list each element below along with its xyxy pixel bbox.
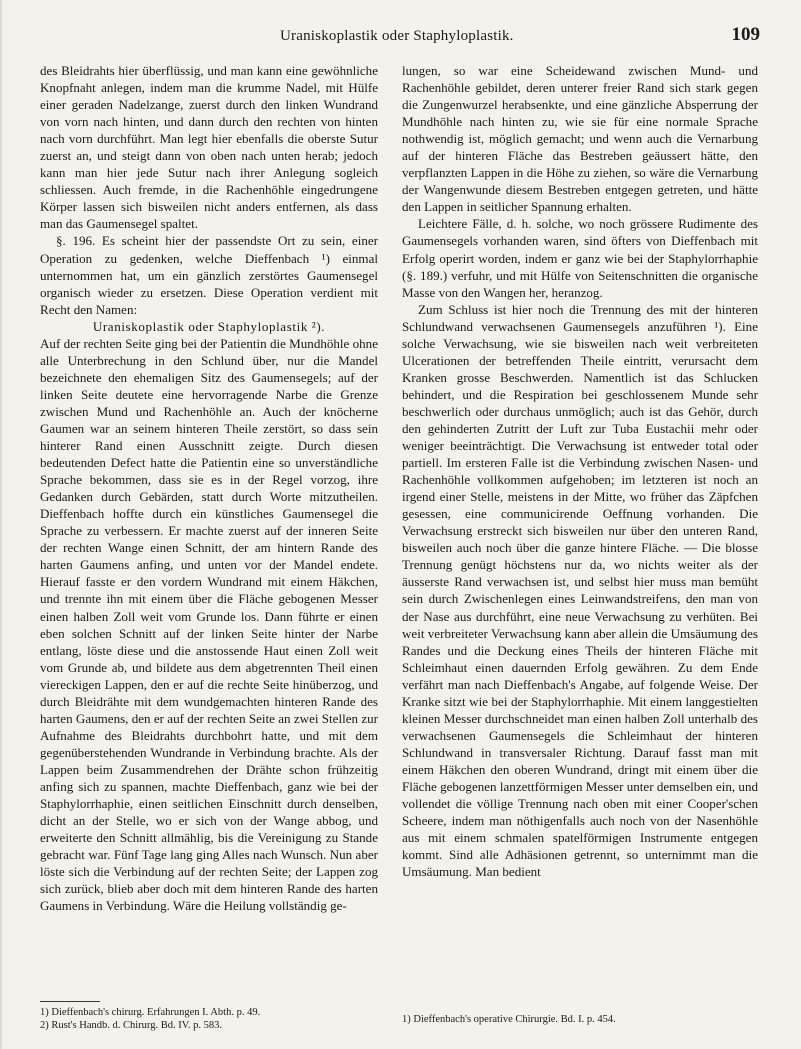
page-number: 109 bbox=[731, 24, 760, 45]
right-footnotes bbox=[402, 1013, 758, 1026]
right-column bbox=[402, 62, 758, 880]
paragraph-section-196: §. 196. Es scheint hier der passendste Ort zu sein, einer Operation zu gedenken, welche Dieffenbach ¹) einmal unternommen hat, um ein gänzlich zerstörtes Gaumensegel organisch wieder zu ersetzen. Diese Operation verdient mit Recht den Namen: bbox=[40, 233, 378, 317]
paragraph: Leichtere Fälle, d. h. solche, wo noch grössere Rudimente des Gaumensegels vorhanden waren, sind öfters von Dieffenbach mit Erfolg operirt worden, indem er ganz wie bei der Staphylorrhaphie (§. 189.) verfuhr, und mit Hülfe von Seitenschnitten die organische Masse von den Wangen her, heranzog. bbox=[402, 216, 758, 300]
section-heading: Uraniskoplastik oder Staphyloplastik ²). bbox=[92, 318, 326, 334]
left-column bbox=[40, 62, 378, 914]
page-header bbox=[70, 22, 760, 52]
page-edge-shadow bbox=[0, 0, 3, 1049]
paragraph: Zum Schluss ist hier noch die Trennung des mit der hinteren Schlundwand verwachsenen Gaumensegels anzuführen ¹). Eine solche Verwachsung, wie sie bisweilen nach weit verbreiteten Ulcerationen der betreffenden Theile eintritt, verursacht dem Kranken grosse Beschwerden. Namentlich ist das Schlucken behindert, und die Respiration bei geschlossenem Munde sehr beschwerlich oder durchaus unmöglich; auch ist das Gehör, durch den gehinderten Zutritt der Luft zur Tuba Eustachii mehr oder weniger beeinträchtigt. Die Verwachsung ist entweder total oder partiell. Im ersteren Falle ist die Verbindung zwischen Nasen- und Rachenhöhle vollkommen aufgehoben; im letzteren ist noch an irgend einer Stelle, meistens in der Mitte, wo früher das Zäpfchen gesessen, eine communicirende Oeffnung vorhanden. Die Verwachsung erstreckt sich bisweilen nur über den unteren Rand, bisweilen auch noch über die ganze hintere Fläche. — Die blosse Trennung genügt höchstens nur da, wo nichts weiter als der äusserste Rand verwachsen ist, und selbst hier muss man bemüht sein durch Zwischenlegen eines Leinwandstreifens, den man von der Nase aus durchführt, eine neue Verwachsung zu verhüten. Bei weit verbreiteter Verwachsung kann aber allein die Umsäumung des Randes und die Deckung eines Theils der hinteren Fläche mit Schleimhaut einen dauernden Erfolg gewähren. Zu dem Ende verfährt man nach Dieffenbach's Angabe, auf folgende Weise. Der Kranke sitzt wie bei der Staphylorrhaphie. Mit einem langgestielten kleinen Messer durchschneidet man einen halben Zoll unterhalb des verwachsenen Gaumensegels die Schleimhaut der hinteren Schlundwand in transversaler Richtung. Darauf fasst man mit einem Häkchen den oberen Wundrand, dringt mit einem über die Fläche gebogenen lanzettförmigen Messer unter demselben ein, und vollendet die völlige Trennung nach oben mit einer Cooper'schen Scheere, indem man nöthigenfalls auch noch von der Nasenhöhle aus mit einem schmalen spatelförmigen Instrumente entgegen kommt. Sind alle Adhäsionen getrennt, so unternimmt man die Umsäumung. Man bedient bbox=[402, 301, 758, 880]
paragraph: des Bleidrahts hier überflüssig, und man kann eine gewöhnliche Knopfnaht anlegen, indem man die krumme Nadel, mit Hülfe einer geraden Nadelzange, zuerst durch den linken Wundrand von vorn nach hinten, und dann durch den rechten von hinten nach vorn durchführt. Man legt hier ebenfalls die oberste Sutur zuerst an, und steigt dann von oben nach unten herab; jedoch kann man hier jede Sutur nach ihrer Anlegung sogleich schliessen. Auch fremde, in die Rachenhöhle eingedrungene Körper lassen sich bisweilen nicht anders entfernen, als dass man das Gaumensegel spaltet. bbox=[40, 63, 378, 232]
footnote-divider bbox=[40, 1001, 100, 1002]
left-footnotes bbox=[40, 1006, 380, 1032]
running-title: Uraniskoplastik oder Staphyloplastik. bbox=[280, 28, 514, 44]
paragraph: Auf der rechten Seite ging bei der Patientin die Mundhöhle ohne alle Unterbrechung in den Schlund über, nur die Mandel bezeichnete den ehemaligen Sitz des Gaumensegels; auf der linken Seite deutete eine hervorragende Narbe die Grenze zwischen Mund und Rachenhöhle an. Auch der knöcherne Gaumen war an seinem hinteren Theile zerstört, so dass sein hinterer Rand einen Ausschnitt zeigte. Durch diesen bedeutenden Defect hatte die Patientin eine so unverständliche Sprache bekommen, dass sie es in der Regel vorzog, ihre Gedanken durch Gebärden, statt durch Worte mitzutheilen. Dieffenbach hoffte durch ein künstliches Gaumensegel die Sprache zu verbessern. Er machte zuerst auf der inneren Seite der rechten Wange einen Schnitt, der am hintern Rande des harten Gaumens anfing, und unten vor der Mandel endete. Hierauf fasste er den vordern Wundrand mit einem Häkchen, und trennte ihn mit einem über die Fläche gebogenen Messer einen halben Zoll weit vom Grunde los. Dann führte er einen eben solchen Schnitt auf der linken Seite hinter der Narbe entlang, löste diese und die anstossende Haut einen Zoll weit vom Grunde ab, und bildete aus dem abgetrennten Theil einen viereckigen Lappen, den er auf die rechte Seite hinüberzog, und durch Bleidrähte mit dem wundgemachten hinteren Rande des harten Gaumens, den er auf der rechten Seite an zwei Stellen zur Aufnahme des Bleidrahts durchbohrt hatte, und mit dem gegenüberstehenden Wundrande in Verbindung brachte. Als der Lappen beim Zusammendrehen der Drähte schon frühzeitig anfing sich zu spannen, machte Dieffenbach, ganz wie bei der Staphylorrhaphie, einen seitlichen Einschnitt durch denselben, dicht an der Stelle, wo er sich von der Wange abbog, und erweiterte den Schnitt allmählig, bis die Vereinigung zu Stande gebracht war. Fünf Tage lang ging Alles nach Wunsch. Nun aber löste sich die Verbindung auf der rechten Seite; der Lappen zog sich zurück, blieb aber doch mit dem hinteren Rande des harten Gaumens in Verbindung. Wäre die Heilung vollständig ge- bbox=[40, 335, 378, 914]
footnote-1: 1) Dieffenbach's chirurg. Erfahrungen I. Abth. p. 49. bbox=[40, 1007, 261, 1018]
footnote-1: 1) Dieffenbach's operative Chirurgie. Bd. I. p. 454. bbox=[402, 1014, 616, 1025]
paragraph: lungen, so war eine Scheidewand zwischen Mund- und Rachenhöhle gebildet, deren unterer freier Rand sich stark gegen die Zungenwurzel herabsenkte, und eine gänzliche Absperrung der Mundhöhle nach hinten zu, wie sie für eine normale Sprache nothwendig ist, möglich gemacht; und wenn auch die Vernarbung auf der hinteren Fläche das Bestreben geäussert hätte, den verpflanzten Lappen in die Höhe zu ziehen, so wäre die Vernarbung der Wangenwunde diesem Bestreben entgegen getreten, und hätte den Lappen in seitlicher Spannung erhalten. bbox=[402, 63, 758, 215]
footnote-2: 2) Rust's Handb. d. Chirurg. Bd. IV. p. 583. bbox=[40, 1020, 223, 1031]
